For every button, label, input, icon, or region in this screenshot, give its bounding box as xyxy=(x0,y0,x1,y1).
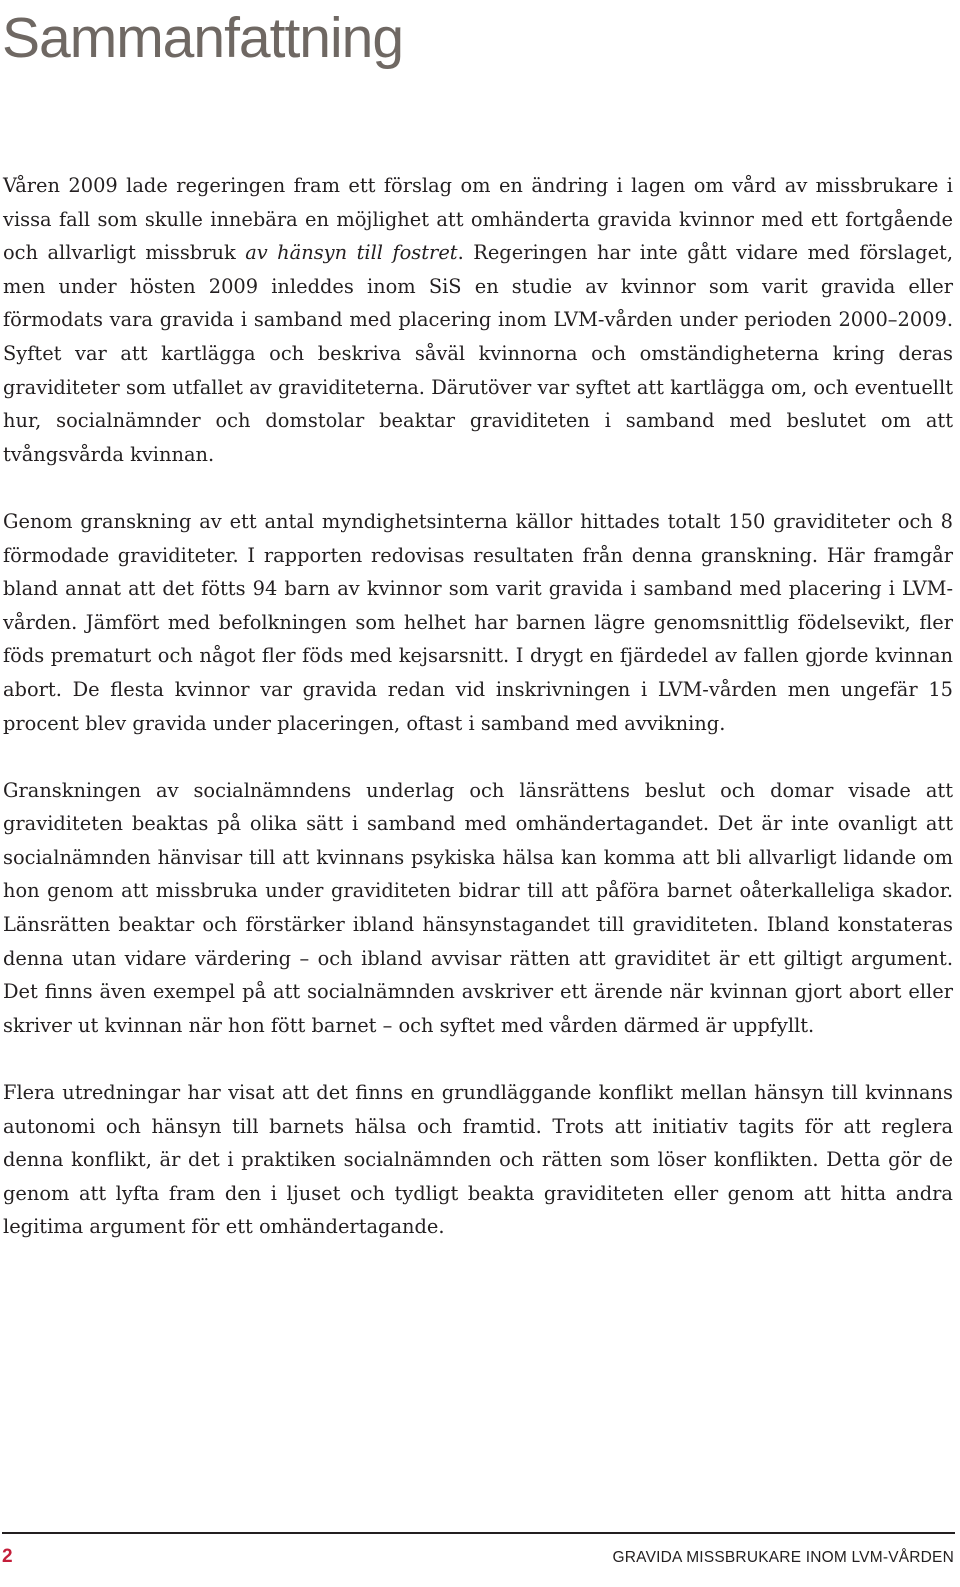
paragraph-2: Genom granskning av ett antal myndighetsinterna källor hittades totalt 150 graviditeter och 8 förmodade graviditeter. I rapporten redovisas resultaten från denna granskning. Här framgår bland annat att det fötts 94 barn av kvinnor som varit gravida i samband med placering i LVM-vården. Jämfört med befolkningen som helhet har barnen lägre genomsnittlig födelsevikt, fler föds prematurt och något fler föds med kejsarsnitt. I drygt en fjärdedel av fallen gjorde kvinnan abort. De flesta kvinnor var gravida redan vid inskrivningen i LVM-vården men ungefär 15 procent blev gravida under placeringen, oftast i samband med avvikning. xyxy=(3,509,953,735)
body-text xyxy=(3,169,953,1244)
paragraph-1-before: Våren 2009 lade regeringen fram ett förslag om en ändring i lagen om vård av missbrukare i vissa fall som skulle innebära en möjlighet att omhänderta gravida kvinnor med ett fortgående och allvarligt missbruk xyxy=(3,174,953,265)
paragraph-4: Flera utredningar har visat att det finns en grundläggande konflikt mellan hänsyn till kvinnans autonomi och hänsyn till barnets hälsa och framtid. Trots att initiativ tagits för att reglera denna konflikt, är det i praktiken socialnämnden och rätten som löser konflikten. Detta gör de genom att lyfta fram den i ljuset och tydligt beakta graviditeten eller genom att hitta andra legitima argument för ett omhändertagande. xyxy=(3,1081,953,1239)
page-title: Sammanfattning xyxy=(2,6,404,70)
page-number: 2 xyxy=(2,1546,13,1567)
paragraph-1-after: . Regeringen har inte gått vidare med förslaget, men under hösten 2009 inleddes inom SiS en studie av kvinnor som varit gravida eller förmodats vara gravida i samband med placering inom LVM-vården under perioden 2000–2009. Syftet var att kartlägga och beskriva såväl kvinnorna och omständigheterna kring deras graviditeter som utfallet av graviditeterna. Därutöver var syftet att kartlägga om, och eventuellt hur, socialnämnder och domstolar beaktar graviditeten i samband med beslutet om att tvångsvårda kvinnan. xyxy=(3,241,953,466)
paragraph-3: Granskningen av socialnämndens underlag och länsrättens beslut och domar visade att graviditeten beaktas på olika sätt i samband med omhändertagandet. Det är inte ovanligt att socialnämnden hänvisar till att kvinnans psykiska hälsa kan komma att bli allvarligt lidande om hon genom att missbruka under graviditeten bidrar till att påföra barnet oåterkalleliga skador. Länsrätten beaktar och förstärker ibland hänsynstagandet till graviditeten. Ibland konstateras denna utan vidare värdering – och ibland avvisar rätten att graviditet är ett giltigt argument. Det finns även exempel på att socialnämnden avskriver ett ärende när kvinnan gjort abort eller skriver ut kvinnan när hon fött barnet – och syftet med vården därmed är uppfyllt. xyxy=(3,778,953,1037)
running-footer-title: GRAVIDA MISSBRUKARE INOM LVM-VÅRDEN xyxy=(612,1549,954,1566)
paragraph-1 xyxy=(3,169,953,471)
footer-rule xyxy=(2,1532,955,1534)
paragraph-1-emphasis: av hänsyn till fostret xyxy=(245,241,458,265)
